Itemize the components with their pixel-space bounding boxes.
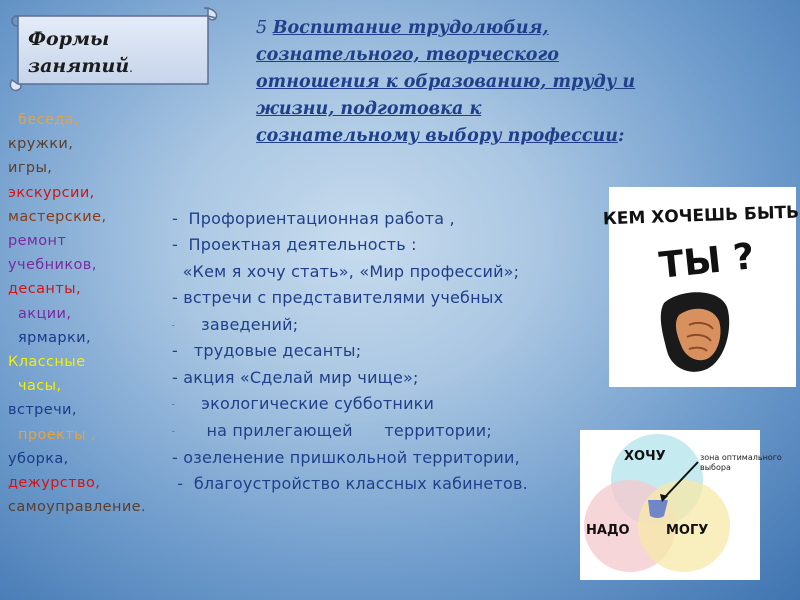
activity-item — [172, 471, 602, 497]
forms-list-item: Классные — [8, 354, 86, 371]
activities-list — [172, 206, 602, 506]
activity-item — [172, 445, 602, 471]
activity-dash: - — [172, 209, 184, 228]
venn-label-want: ХОЧУ — [624, 449, 666, 464]
forms-list-item: учебников, — [8, 257, 97, 274]
forms-list-item: самоуправление. — [8, 499, 146, 516]
heading-line: сознательного, творческого — [256, 45, 559, 65]
forms-list-item: ярмарки, — [8, 329, 91, 346]
poster-art — [602, 187, 800, 387]
forms-list-item: десанты, — [8, 281, 81, 298]
activity-text: Проектная деятельность : — [183, 235, 417, 255]
forms-list-item: акции, — [8, 305, 72, 322]
activity-item — [172, 232, 602, 258]
forms-title-line1: Формы — [28, 28, 110, 50]
activity-text: на прилегающей территории; — [174, 420, 492, 440]
forms-list-item: кружки, — [8, 136, 74, 153]
forms-list-item: проекты , — [8, 426, 96, 443]
activity-text: встречи с представителями учебных — [183, 288, 504, 308]
forms-list-item: мастерские, — [8, 208, 107, 225]
activity-text: озеленение пришкольной территории, — [183, 447, 520, 467]
activity-item — [172, 365, 602, 391]
heading-line: отношения к образованию, труду и — [256, 72, 636, 92]
activity-item — [172, 285, 602, 311]
activity-text: благоустройство классных кабинетов. — [188, 473, 528, 493]
zone-caption-line1: зона оптимального — [700, 453, 782, 462]
activity-item — [172, 418, 602, 445]
forms-list-item: дежурство, — [8, 475, 101, 492]
zone-caption-line2: выбора — [700, 463, 731, 472]
activity-dash: - — [172, 235, 184, 255]
venn-label-can: МОГУ — [666, 523, 709, 538]
activity-text: трудовые десанты; — [183, 341, 362, 361]
activity-dash: - — [172, 473, 189, 493]
activity-item — [172, 206, 602, 232]
venn-label-must: НАДО — [586, 523, 630, 538]
heading-line: 5 Воспитание трудолюбия, — [256, 18, 549, 38]
activity-text: заведений; — [174, 314, 299, 334]
forms-list-item: часы, — [8, 378, 62, 395]
activity-item — [172, 391, 602, 418]
activity-dash: - — [172, 320, 175, 329]
activity-text: акция «Сделай мир чище»; — [183, 367, 419, 387]
activity-text: экологические субботники — [174, 394, 435, 414]
forms-title — [28, 26, 208, 82]
forms-list-item: уборка, — [8, 450, 69, 467]
activity-dash: - — [172, 341, 184, 361]
forms-list-item: игры, — [8, 160, 53, 177]
poster-line2: ТЫ ? — [657, 236, 757, 287]
poster-line1: КЕМ ХОЧЕШЬ БЫТЬ — [602, 202, 800, 230]
venn-art — [580, 430, 782, 580]
activity-dash: - — [172, 400, 175, 409]
activity-item — [172, 338, 602, 364]
heading-number: 5 — [256, 18, 273, 38]
forms-list-item: беседа, — [8, 112, 80, 128]
forms-list-item: встречи, — [8, 402, 77, 419]
activity-dash: - — [172, 367, 184, 387]
forms-list-item: ремонт — [8, 233, 67, 250]
heading-line: жизни, подготовка к — [256, 99, 482, 119]
activity-dash: - — [172, 427, 175, 436]
career-poster — [602, 187, 800, 387]
forms-title-line2: занятий. — [28, 55, 133, 77]
section-heading — [256, 15, 696, 150]
venn-diagram — [580, 430, 782, 580]
activity-text: Профориентационная работа , — [183, 209, 455, 228]
heading-line: сознательному выбору профессии: — [256, 126, 625, 146]
activity-item — [172, 312, 602, 339]
forms-list — [8, 108, 178, 519]
activity-item — [172, 259, 602, 285]
forms-list-item: экскурсии, — [8, 184, 95, 201]
activity-dash: - — [172, 447, 184, 467]
forms-scroll-box — [8, 6, 220, 92]
activity-dash: - — [172, 288, 184, 308]
activity-text: «Кем я хочу стать», «Мир профессий»; — [172, 261, 520, 281]
